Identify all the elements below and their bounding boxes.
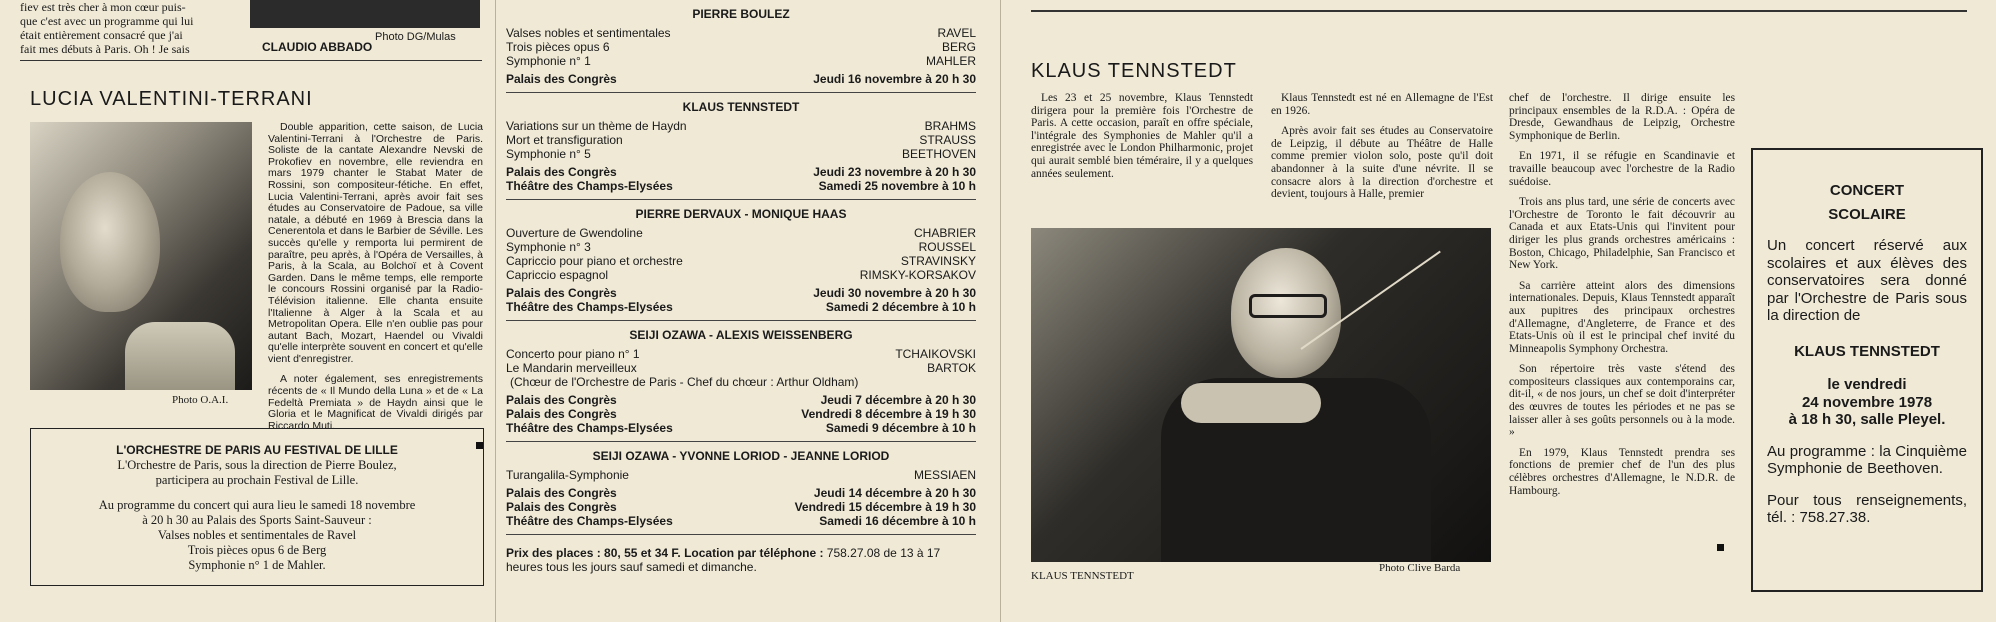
date-row (506, 300, 976, 314)
lille-line: à 20 h 30 au Palais des Sports Saint-Sauveur : (142, 513, 372, 527)
work-title: Mort et transfiguration (506, 133, 623, 147)
venue: Palais des Congrès (506, 393, 617, 407)
bio-column-1 (1031, 92, 1253, 188)
work-row (506, 254, 976, 268)
intro-line: fait mes débuts à Paris. Oh ! Je sais (20, 42, 190, 56)
work-title: Ouverture de Gwendoline (506, 226, 643, 240)
work-title: Valses nobles et sentimentales (506, 26, 671, 40)
work-title: Turangalila-Symphonie (506, 468, 629, 482)
klaus-photo (1031, 228, 1491, 562)
date-row (506, 179, 976, 193)
lille-spacer (31, 488, 483, 498)
lucia-photo (30, 122, 252, 390)
work-title: Concerto pour piano n° 1 (506, 347, 640, 361)
lille-line: Trois pièces opus 6 de Berg (187, 543, 327, 557)
work-composer: BERG (941, 40, 976, 54)
work-composer: RAVEL (937, 26, 976, 40)
date: Samedi 2 décembre à 10 h (825, 300, 976, 314)
bio-paragraph: Sa carrière atteint alors des dimensions internationales. Depuis, Klaus Tennstedt apparaît aux pupitres des principaux orchestres d'Allemagne, d'Angleterre, de France et des Etats-Unis où il est le principal chef invité du Minneapolis Symphony Orchestra. (1509, 279, 1735, 355)
program-block (506, 321, 976, 442)
work-row (506, 361, 976, 375)
lille-line: Symphonie n° 1 de Mahler. (188, 558, 326, 572)
work-row (506, 26, 976, 40)
program-block (506, 200, 976, 321)
concert-date-3: à 18 h 30, salle Pleyel. (1788, 411, 1946, 428)
bio-paragraph: En 1971, il se réfugie en Scandinavie et travaille beaucoup avec l'orchestre de la Radio suédoise. (1509, 150, 1735, 188)
prices-rest: 758.27.08 de 13 à 17 heures tous les jours sauf samedi et dimanche. (506, 546, 941, 574)
work-title: Capriccio pour piano et orchestre (506, 254, 683, 268)
work-row (506, 347, 976, 361)
work-row (506, 468, 976, 482)
concert-info: Pour tous renseignements, tél. : 758.27.38. (1767, 491, 1967, 526)
prices-text (506, 546, 976, 574)
end-mark (1717, 538, 1724, 556)
concert-title-2: SCOLAIRE (1828, 205, 1906, 223)
work-row (506, 54, 976, 68)
date: Samedi 16 décembre à 10 h (819, 514, 976, 528)
program-header: SEIJI OZAWA - YVONNE LORIOD - JEANNE LORIOD (592, 449, 890, 463)
work-title: Le Mandarin merveilleux (506, 361, 637, 375)
dates-list (506, 165, 976, 193)
date: Jeudi 7 décembre à 20 h 30 (820, 393, 976, 407)
bio-paragraph: chef de l'orchestre. Il dirige ensuite les principaux ensembles de la R.D.A. : Opéra de Dresde, Gewandhaus de Leipzig, Orchestre Symphonique de Berlin. (1509, 92, 1735, 142)
date: Samedi 9 décembre à 10 h (825, 421, 976, 435)
program-header: KLAUS TENNSTEDT (682, 100, 800, 114)
venue: Palais des Congrès (506, 72, 617, 86)
lille-line: participera au prochain Festival de Lille. (155, 473, 359, 487)
venue: Palais des Congrès (506, 486, 617, 500)
work-row (506, 147, 976, 161)
work-row (506, 133, 976, 147)
lille-box (30, 428, 484, 586)
date: Samedi 25 novembre à 10 h (818, 179, 976, 193)
concert-program: Au programme : la Cinquième Symphonie de Beethoven. (1767, 442, 1967, 477)
lille-line: L'Orchestre de Paris, sous la direction de Pierre Boulez, (117, 458, 397, 472)
concert-intro: Un concert réservé aux scolaires et aux élèves des conservatoires sera donné par l'Orchestre de Paris sous la direction de (1767, 237, 1967, 324)
venue: Théâtre des Champs-Elysées (506, 300, 673, 314)
square-icon (1717, 544, 1724, 551)
work-composer: STRAUSS (919, 133, 976, 147)
program-panel (495, 0, 1001, 622)
glasses-icon (1249, 294, 1327, 318)
program-header: PIERRE BOULEZ (692, 7, 790, 21)
lucia-photo-credit: Photo O.A.I. (172, 394, 229, 406)
bio-column-3 (1509, 92, 1735, 505)
concert-title-1: CONCERT (1829, 182, 1905, 199)
work-composer: ROUSSEL (918, 240, 976, 254)
work-composer: RIMSKY-KORSAKOV (859, 268, 976, 282)
work-note: (Chœur de l'Orchestre de Paris - Chef du chœur : Arthur Oldham) (510, 375, 859, 389)
prices-bold: Prix des places : 80, 55 et 34 F. Location par téléphone : (506, 546, 824, 560)
work-title: Symphonie n° 3 (506, 240, 591, 254)
date: Jeudi 23 novembre à 20 h 30 (813, 165, 976, 179)
venue: Palais des Congrès (506, 165, 617, 179)
venue: Palais des Congrès (506, 286, 617, 300)
klaus-heading: KLAUS TENNSTEDT (1031, 60, 1237, 82)
intro-line: que c'est avec un programme qui lui (20, 14, 194, 28)
dates-list (506, 486, 976, 528)
date: Vendredi 8 décembre à 19 h 30 (801, 407, 976, 421)
abbado-photo-credit: Photo DG/Mulas (375, 31, 456, 43)
bio-paragraph: En 1979, Klaus Tennstedt prendra ses fonctions de premier chef de l'un des plus célèbres orchestres d'Allemagne, le N.D.R. de Hambourg. (1509, 446, 1735, 497)
abbado-name: CLAUDIO ABBADO (262, 40, 373, 54)
lucia-heading: LUCIA VALENTINI-TERRANI (30, 88, 313, 110)
venue: Théâtre des Champs-Elysées (506, 421, 673, 435)
lucia-neck (125, 322, 235, 390)
klaus-photo-credit: Photo Clive Barda (1379, 562, 1461, 574)
bio-paragraph: Les 23 et 25 novembre, Klaus Tennstedt dirigera pour la première fois l'Orchestre de Paris. A cette occasion, paraît en offre spéciale, l'intégrale des Symphonies de Mahler qu'il a enregistrée avec le London Philharmonic, projet qui aurait semblé bien téméraire, il y a quelques années seulement. (1031, 92, 1253, 180)
work-composer: BEETHOVEN (901, 147, 976, 161)
work-composer: CHABRIER (913, 226, 976, 240)
klaus-photo-caption: KLAUS TENNSTEDT (1031, 570, 1134, 582)
date-row (506, 407, 976, 421)
intro-text (20, 0, 260, 56)
top-rule (1031, 10, 1967, 12)
work-composer: STRAVINSKY (900, 254, 976, 268)
work-row (506, 119, 976, 133)
program-block (506, 0, 976, 93)
lille-line: Au programme du concert qui aura lieu le samedi 18 novembre (98, 498, 416, 512)
concert-conductor: KLAUS TENNSTEDT (1794, 342, 1940, 360)
work-composer: BARTOK (927, 361, 976, 375)
bio-paragraph: Klaus Tennstedt est né en Allemagne de l'Est en 1926. (1271, 92, 1493, 117)
right-panel (1000, 0, 1996, 622)
lille-title: L'ORCHESTRE DE PARIS AU FESTIVAL DE LILLE (116, 443, 398, 457)
program-block (506, 93, 976, 200)
concert-date-1: le vendredi (1827, 376, 1907, 393)
intro-line: était entièrement consacré que j'ai (20, 28, 183, 42)
concert-date-2: 24 novembre 1978 (1801, 393, 1933, 411)
date: Jeudi 14 décembre à 20 h 30 (813, 486, 976, 500)
dates-list (506, 393, 976, 435)
work-row (506, 226, 976, 240)
work-composer: BRAHMS (924, 119, 976, 133)
bio-paragraph: Trois ans plus tard, une série de concerts avec l'Orchestre de Toronto le fait découvrir au Canada et aux Etats-Unis qui l'invitent pour diriger les plus grands orchestres américains : Boston, Chicago, Philadelphie, San Francisco et New York. (1509, 196, 1735, 272)
work-title: Capriccio espagnol (506, 268, 609, 282)
date-row (506, 72, 976, 86)
venue: Palais des Congrès (506, 407, 617, 421)
work-title: Symphonie n° 5 (506, 147, 591, 161)
lille-line: Valses nobles et sentimentales de Ravel (157, 528, 357, 542)
date: Vendredi 15 décembre à 19 h 30 (794, 500, 976, 514)
work-composer: TCHAIKOVSKI (895, 347, 976, 361)
bio-column-2 (1271, 92, 1493, 209)
abbado-photo (250, 0, 480, 28)
work-row (506, 40, 976, 54)
work-composer: MAHLER (925, 54, 976, 68)
dates-list (506, 286, 976, 314)
date-row (506, 165, 976, 179)
venue: Théâtre des Champs-Elysées (506, 179, 673, 193)
date-row (506, 486, 976, 500)
work-composer: MESSIAEN (913, 468, 976, 482)
work-row (506, 240, 976, 254)
date: Jeudi 16 novembre à 20 h 30 (813, 72, 976, 86)
intro-line: fiev est très cher à mon cœur puis- (20, 0, 186, 14)
date-row (506, 514, 976, 528)
date-row (506, 421, 976, 435)
work-title: Variations sur un thème de Haydn (506, 119, 687, 133)
venue: Théâtre des Champs-Elysées (506, 514, 673, 528)
venue: Palais des Congrès (506, 500, 617, 514)
left-panel (0, 0, 495, 622)
divider (20, 60, 482, 61)
klaus-hands (1181, 383, 1321, 423)
work-title: Trois pièces opus 6 (506, 40, 610, 54)
date-row (506, 286, 976, 300)
bio-paragraph: A noter également, ses enregistrements récents de « Il Mundo della Luna » et de « La Fedeltà Premiata » de Haydn ainsi que le Gloria et le Magnificat de Vivaldi dirigés par Riccardo Muti. (268, 373, 483, 432)
bio-paragraph: Son répertoire très vaste s'étend des compositeurs classiques aux contemporains car, dit-il, « de nos jours, un chef se doit d'interpréter des œuvres de toutes les périodes et ne pas se laisser aller à ses goûts personnels ou à la mode. » (1509, 363, 1735, 439)
work-row (506, 268, 976, 282)
program-list (506, 0, 976, 535)
bio-paragraph: Double apparition, cette saison, de Lucia Valentini-Terrani à l'Orchestre de Paris. Soliste de la cantate Alexandre Nevski de Prokofiev en novembre, elle reviendra en mars 1979 chanter le Stabat Mater de Rossini, son compositeur-fétiche. En effet, Lucia Valentini-Terrani, après avoir fait ses études au Conservatoire de Padoue, sa ville natale, a débuté en 1969 à Brescia dans la Cenerentola et dans le Barbier de Séville. Les succès qu'elle y remporta lui permirent de paraître, peu après, à l'Opéra de Versailles, à Paris, à la Scala, au Bolchoï et à Covent Garden. Dans le même temps, elle remporte le concours Rossini organisé par la Radio-Télévision italienne. Elle chanta ensuite l'Italienne à Alger à la Scala et au Metropolitan Opera. Elle n'en oublie pas pour autant Bach, Mozart, Haendel ou Vivaldi qu'elle interprète souvent en concert et qu'elle vient d'enregistrer. (268, 121, 483, 365)
concert-scolaire-box (1751, 148, 1983, 592)
lucia-face (60, 172, 160, 312)
date-row (506, 500, 976, 514)
bio-paragraph: Après avoir fait ses études au Conservatoire de Leipzig, il débute au Théâtre de Halle comme premier violon solo, poste qu'il doit abandonner à la suite d'une névrite. Il se consacre alors à la direction d'orchestre et devient, toujours à Halle, premier (1271, 125, 1493, 201)
date: Jeudi 30 novembre à 20 h 30 (813, 286, 976, 300)
program-block (506, 442, 976, 535)
lucia-bio (268, 122, 483, 453)
program-header: PIERRE DERVAUX - MONIQUE HAAS (635, 207, 847, 221)
work-title: Symphonie n° 1 (506, 54, 591, 68)
date-row (506, 393, 976, 407)
program-header: SEIJI OZAWA - ALEXIS WEISSENBERG (629, 328, 853, 342)
dates-list (506, 72, 976, 86)
